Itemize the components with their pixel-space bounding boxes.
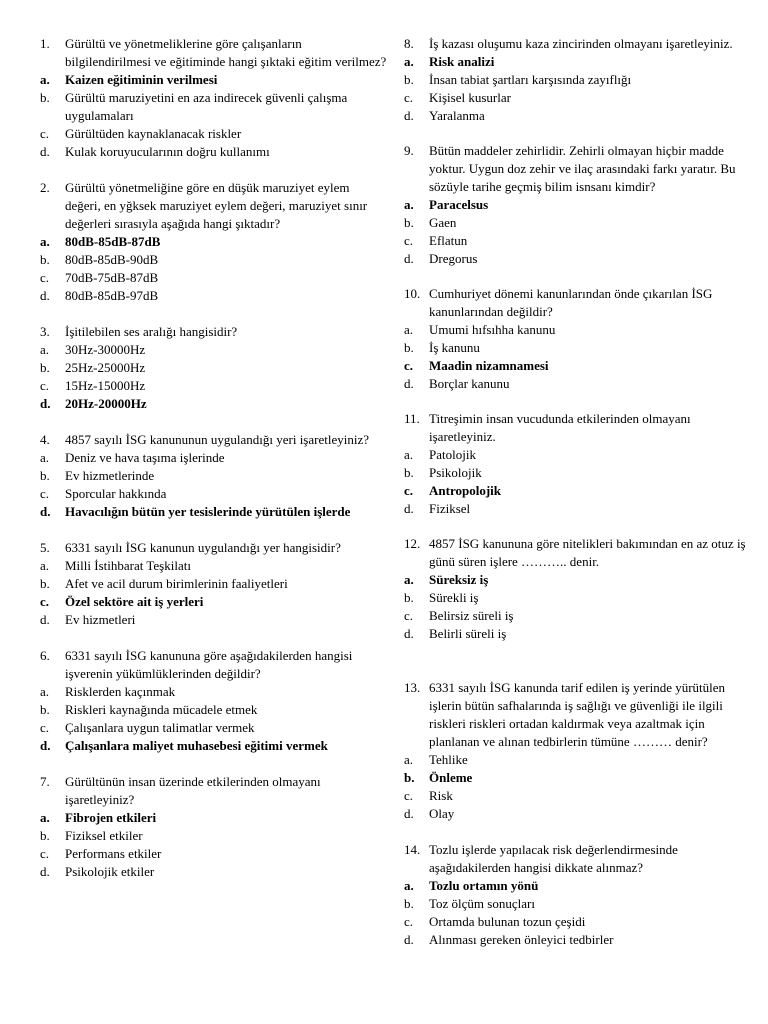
answer-option [404, 464, 752, 482]
option-text: Çalışanlara maliyet muhasebesi eğitimi vermek [65, 738, 328, 753]
option-text: Kişisel kusurlar [429, 90, 511, 105]
option-text: Sporcular hakkında [65, 486, 167, 501]
option-text: Psikolojik etkiler [65, 864, 155, 879]
answer-option [40, 341, 388, 359]
question-text: Tozlu işlerde yapılacak risk değerlendirmesinde aşağıdakilerden hangisi dikkate alınmaz? [429, 842, 678, 875]
option-text: Ev hizmetlerinde [65, 468, 155, 483]
option-letter: a. [40, 342, 50, 357]
option-letter: a. [404, 322, 414, 337]
option-letter: b. [40, 90, 50, 105]
option-letter: d. [404, 376, 414, 391]
answer-option [40, 845, 388, 863]
question-2-right [404, 142, 752, 268]
option-letter: d. [404, 932, 414, 947]
option-text: Borçlar kanunu [429, 376, 510, 391]
answer-option [404, 805, 752, 823]
answer-option [40, 557, 388, 575]
answer-option [404, 787, 752, 805]
option-letter: d. [404, 806, 414, 821]
option-letter: a. [404, 572, 414, 587]
right-column [404, 35, 752, 949]
option-letter: a. [40, 72, 50, 87]
option-letter: d. [40, 288, 50, 303]
answer-option [404, 375, 752, 393]
answer-option [40, 863, 388, 881]
option-letter: a. [404, 752, 414, 767]
answer-option-correct [404, 877, 752, 895]
option-letter: b. [40, 702, 50, 717]
option-letter: b. [40, 360, 50, 375]
option-text: Sürekli iş [429, 590, 479, 605]
option-text: Kaizen eğitiminin verilmesi [65, 72, 218, 87]
option-text: Kulak koruyucularının doğru kullanımı [65, 144, 270, 159]
option-letter: a. [40, 810, 50, 825]
option-text: Belirli süreli iş [429, 626, 507, 641]
question-number: 6. [40, 648, 50, 663]
option-letter: c. [404, 233, 414, 248]
option-text: Gaen [429, 215, 457, 230]
option-letter: d. [404, 501, 414, 516]
option-text: 25Hz-25000Hz [65, 360, 146, 375]
option-letter: a. [40, 684, 50, 699]
answer-option-correct [404, 196, 752, 214]
question-text: İşitilebilen ses aralığı hangisidir? [65, 324, 238, 339]
question-text: İş kazası oluşumu kaza zincirinden olmayanı işaretleyiniz. [429, 36, 733, 51]
question-number: 9. [404, 143, 414, 158]
option-text: Tozlu ortamın yönü [429, 878, 539, 893]
option-letter: d. [40, 144, 50, 159]
option-text: Fiziksel [429, 501, 471, 516]
answer-option-correct [40, 503, 388, 521]
question-line [40, 647, 388, 683]
option-text: Deniz ve hava taşıma işlerinde [65, 450, 225, 465]
answer-option [404, 107, 752, 125]
answer-option-correct [404, 53, 752, 71]
question-line [404, 410, 752, 446]
question-line [40, 35, 388, 71]
option-letter: b. [404, 896, 414, 911]
option-text: Eflatun [429, 233, 468, 248]
option-text: İş kanunu [429, 340, 480, 355]
question-number: 5. [40, 540, 50, 555]
option-text: 15Hz-15000Hz [65, 378, 146, 393]
option-text: Afet ve acil durum birimlerinin faaliyetleri [65, 576, 288, 591]
option-letter: b. [40, 576, 50, 591]
answer-option [40, 125, 388, 143]
answer-option [40, 269, 388, 287]
option-letter: b. [404, 72, 414, 87]
question-line [40, 323, 388, 341]
option-text: Gürültü maruziyetini en aza indirecek güvenli çalışma uygulamaları [65, 90, 348, 123]
option-letter: c. [40, 126, 50, 141]
question-5-left [40, 539, 388, 629]
answer-option [404, 446, 752, 464]
answer-option [404, 589, 752, 607]
question-text: Titreşimin insan vucudunda etkilerinden olmayanı işaretleyiniz. [429, 411, 691, 444]
answer-option [404, 751, 752, 769]
option-letter: d. [404, 108, 414, 123]
answer-option [404, 321, 752, 339]
question-line [404, 841, 752, 877]
answer-option [404, 895, 752, 913]
question-text: Gürültü yönetmeliğine göre en düşük maruziyet eylem değeri, en yğksek maruziyet eylem değeri, maruziyet sınır değerleri sırasıyla aşağıda hangi şıktadır? [65, 180, 368, 231]
option-letter: b. [404, 465, 414, 480]
option-text: İnsan tabiat şartları karşısında zayıflığı [429, 72, 632, 87]
option-letter: d. [40, 396, 51, 411]
question-text: 6331 sayılı İSG kanunda tarif edilen iş yerinde yürütülen işlerin bütün safhalarında iş sağlığı ve güvenliği ile ilgili riskleri riskleri ortadan kaldırmak veya azaltmak için planlanan ve alınan tedbirlerin tümüne ……… denir? [429, 680, 726, 749]
option-letter: c. [404, 788, 414, 803]
question-line [404, 679, 752, 751]
option-letter: b. [404, 340, 414, 355]
option-text: 70dB-75dB-87dB [65, 270, 159, 285]
option-letter: c. [40, 720, 50, 735]
option-text: Performans etkiler [65, 846, 162, 861]
question-5-right [404, 535, 752, 643]
option-letter: a. [40, 234, 50, 249]
option-letter: c. [40, 378, 50, 393]
question-text: 4857 sayılı İSG kanununun uygulandığı yeri işaretleyiniz? [65, 432, 369, 447]
option-text: Çalışanlara uygun talimatlar vermek [65, 720, 255, 735]
option-text: Belirsiz süreli iş [429, 608, 514, 623]
answer-option-correct [40, 737, 388, 755]
option-text: Yaralanma [429, 108, 485, 123]
option-text: Maadin nizamnamesi [429, 358, 549, 373]
option-letter: c. [40, 486, 50, 501]
question-number: 2. [40, 180, 50, 195]
question-number: 3. [40, 324, 50, 339]
option-letter: b. [40, 468, 50, 483]
option-text: Umumi hıfsıhha kanunu [429, 322, 556, 337]
question-4-left [40, 431, 388, 521]
option-letter: a. [404, 54, 414, 69]
answer-option-correct [40, 809, 388, 827]
answer-option-correct [404, 571, 752, 589]
option-text: Süreksiz iş [429, 572, 489, 587]
option-text: Alınması gereken önleyici tedbirler [429, 932, 614, 947]
answer-option [40, 287, 388, 305]
question-4-right [404, 410, 752, 518]
option-text: 80dB-85dB-87dB [65, 234, 161, 249]
answer-option [40, 251, 388, 269]
question-3-left [40, 323, 388, 413]
question-text: Gürültünün insan üzerinde etkilerinden olmayanı işaretleyiniz? [65, 774, 321, 807]
question-number: 12. [404, 536, 421, 551]
answer-option [404, 625, 752, 643]
option-letter: a. [40, 450, 50, 465]
option-letter: a. [404, 878, 414, 893]
answer-option [40, 143, 388, 161]
option-text: Psikolojik [429, 465, 482, 480]
option-letter: c. [40, 270, 50, 285]
answer-option [404, 607, 752, 625]
option-letter: d. [404, 626, 414, 641]
answer-option [404, 250, 752, 268]
question-text: Bütün maddeler zehirlidir. Zehirli olmayan hiçbir madde yoktur. Uygun doz zehir ve ilaç arasındaki farkı yaratır. Bu sözüyle tarihe geçmiş bilim isnsanı kimdir? [429, 143, 736, 194]
question-3-right [404, 285, 752, 393]
question-number: 4. [40, 432, 50, 447]
option-text: Riskleri kaynağında mücadele etmek [65, 702, 258, 717]
answer-option [40, 701, 388, 719]
option-text: Fiziksel etkiler [65, 828, 143, 843]
option-letter: b. [40, 828, 50, 843]
question-line [404, 535, 752, 571]
answer-option [404, 500, 752, 518]
left-column [40, 35, 388, 881]
option-letter: b. [404, 590, 414, 605]
answer-option [40, 359, 388, 377]
question-2-left [40, 179, 388, 305]
option-text: Risk analizi [429, 54, 495, 69]
answer-option [404, 89, 752, 107]
answer-option-correct [404, 769, 752, 787]
answer-option-correct [40, 593, 388, 611]
option-text: 30Hz-30000Hz [65, 342, 146, 357]
option-letter: c. [404, 483, 414, 498]
answer-option [404, 339, 752, 357]
option-text: Tehlike [429, 752, 468, 767]
question-7-right [404, 841, 752, 949]
option-letter: d. [404, 251, 414, 266]
question-line [404, 35, 752, 53]
question-1-left [40, 35, 388, 161]
option-text: Fibrojen etkileri [65, 810, 157, 825]
option-letter: d. [40, 612, 50, 627]
question-6-left [40, 647, 388, 755]
option-text: Toz ölçüm sonuçları [429, 896, 535, 911]
question-1-right [404, 35, 752, 125]
option-letter: b. [404, 215, 414, 230]
option-letter: d. [40, 864, 50, 879]
answer-option [40, 467, 388, 485]
answer-option [404, 232, 752, 250]
question-text: Gürültü ve yönetmeliklerine göre çalışanların bilgilendirilmesi ve eğitiminde hangi şıktaki eğitim verilmez? [65, 36, 387, 69]
answer-option [40, 485, 388, 503]
option-letter: d. [40, 738, 51, 753]
question-line [40, 539, 388, 557]
question-text: 4857 İSG kanununa göre nitelikleri bakımından en az otuz iş günü süren işlere ……….. denir. [429, 536, 746, 569]
option-text: 80dB-85dB-97dB [65, 288, 159, 303]
answer-option [40, 611, 388, 629]
option-letter: d. [40, 504, 51, 519]
option-text: Ortamda bulunan tozun çeşidi [429, 914, 586, 929]
question-number: 8. [404, 36, 414, 51]
option-text: Patolojik [429, 447, 476, 462]
option-text: Havacılığın bütün yer tesislerinde yürütülen işlerde [65, 504, 351, 519]
option-text: Ev hizmetleri [65, 612, 136, 627]
question-line [404, 285, 752, 321]
option-letter: c. [404, 914, 414, 929]
option-letter: c. [404, 90, 414, 105]
answer-option [40, 683, 388, 701]
option-letter: c. [40, 594, 50, 609]
question-number: 10. [404, 286, 421, 301]
question-number: 11. [404, 411, 420, 426]
option-text: Risklerden kaçınmak [65, 684, 176, 699]
option-text: Gürültüden kaynaklanacak riskler [65, 126, 242, 141]
answer-option [404, 214, 752, 232]
question-6-right [404, 679, 752, 823]
option-letter: b. [404, 770, 415, 785]
question-number: 13. [404, 680, 421, 695]
option-text: Antropolojik [429, 483, 501, 498]
option-text: Önleme [429, 770, 473, 785]
answer-option [40, 377, 388, 395]
answer-option-correct [404, 357, 752, 375]
answer-option-correct [40, 71, 388, 89]
option-letter: a. [404, 197, 414, 212]
question-line [40, 179, 388, 233]
answer-option [40, 449, 388, 467]
option-text: Paracelsus [429, 197, 489, 212]
answer-option-correct [404, 482, 752, 500]
answer-option [40, 575, 388, 593]
question-line [40, 773, 388, 809]
answer-option [40, 827, 388, 845]
option-text: Dregorus [429, 251, 478, 266]
question-text: 6331 sayılı İSG kanunun uygulandığı yer hangisidir? [65, 540, 341, 555]
answer-option [404, 931, 752, 949]
question-text: Cumhuriyet dönemi kanunlarından önde çıkarılan İSG kanunlarından değildir? [429, 286, 713, 319]
question-text: 6331 sayılı İSG kanununa göre aşağıdakilerden hangisi işverenin yükümlüklerinden değildir? [65, 648, 353, 681]
option-text: Özel sektöre ait iş yerleri [65, 594, 204, 609]
option-text: Milli İstihbarat Teşkilatı [65, 558, 191, 573]
option-letter: a. [404, 447, 414, 462]
option-letter: b. [40, 252, 50, 267]
option-text: 20Hz-20000Hz [65, 396, 147, 411]
answer-option-correct [40, 233, 388, 251]
option-letter: c. [404, 608, 414, 623]
answer-option [40, 89, 388, 125]
answer-option [40, 719, 388, 737]
answer-option [404, 913, 752, 931]
option-letter: a. [40, 558, 50, 573]
question-number: 7. [40, 774, 50, 789]
option-text: Olay [429, 806, 455, 821]
option-letter: c. [404, 358, 414, 373]
question-number: 1. [40, 36, 50, 51]
question-7-left [40, 773, 388, 881]
question-line [404, 142, 752, 196]
question-number: 14. [404, 842, 421, 857]
option-letter: c. [40, 846, 50, 861]
question-line [40, 431, 388, 449]
answer-option-correct [40, 395, 388, 413]
answer-option [404, 71, 752, 89]
option-text: Risk [429, 788, 453, 803]
option-text: 80dB-85dB-90dB [65, 252, 159, 267]
